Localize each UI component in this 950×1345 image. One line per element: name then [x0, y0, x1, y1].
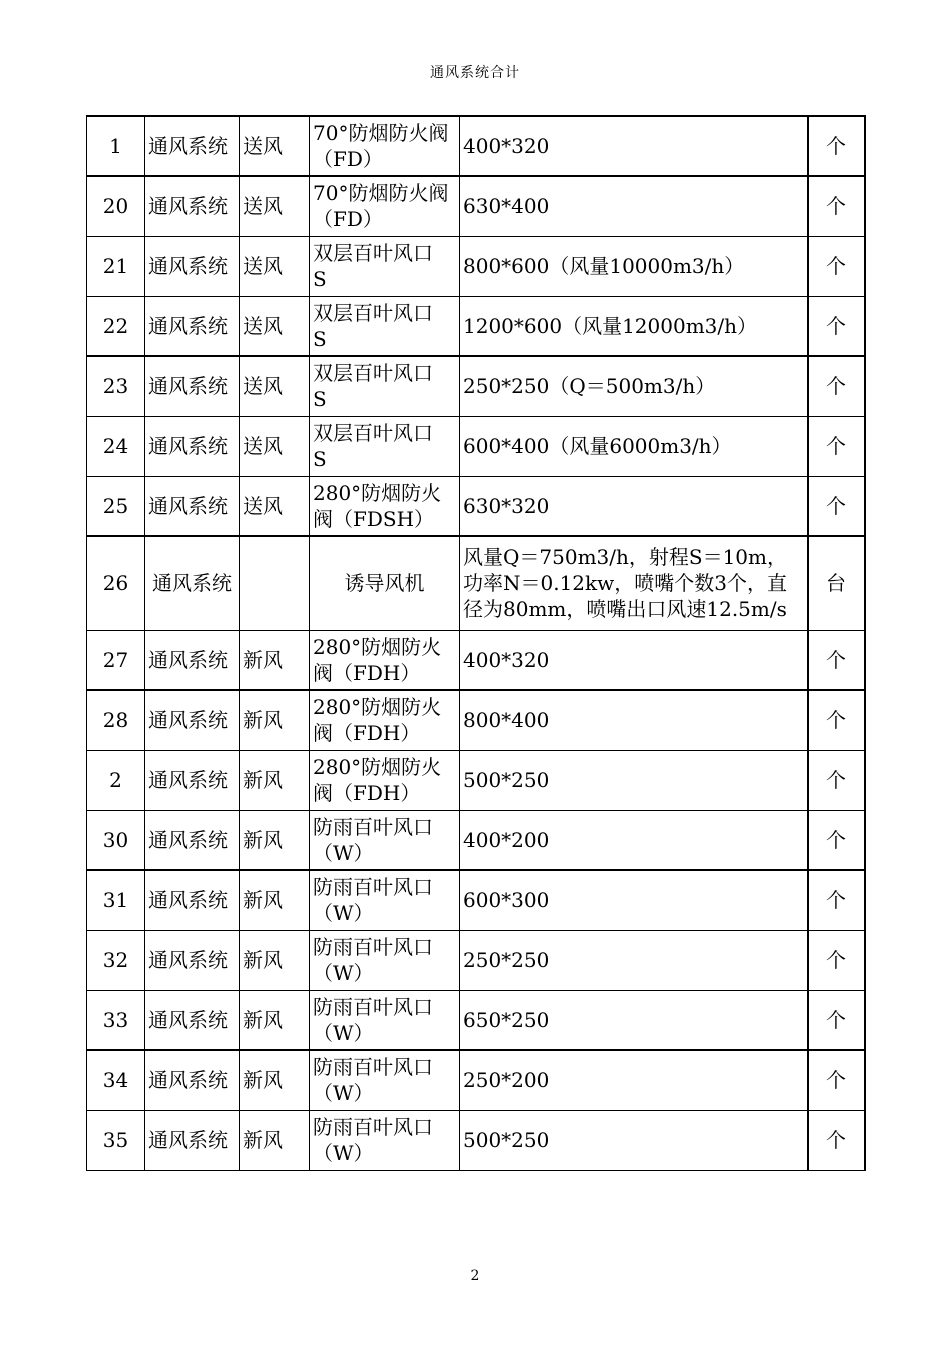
- row-spec: 630*400: [460, 176, 808, 236]
- row-system: 通风系统: [145, 810, 240, 870]
- row-unit: 个: [808, 116, 865, 176]
- row-item-name: 诱导风机: [310, 536, 460, 630]
- row-unit: 个: [808, 236, 865, 296]
- row-item-name: 70°防烟防火阀（FD）: [310, 116, 460, 176]
- row-system: 通风系统: [145, 930, 240, 990]
- row-item-name: 双层百叶风口 S: [310, 296, 460, 356]
- row-item-name: 280°防烟防火阀（FDH）: [310, 750, 460, 810]
- row-system: 通风系统: [145, 476, 240, 536]
- row-subsystem: 送风: [240, 116, 310, 176]
- row-item-name: 防雨百叶风口（W）: [310, 870, 460, 930]
- row-spec: 1200*600（风量12000m3/h）: [460, 296, 808, 356]
- row-spec: 500*250: [460, 1110, 808, 1170]
- row-item-name: 70°防烟防火阀（FD）: [310, 176, 460, 236]
- row-unit: 个: [808, 990, 865, 1050]
- row-unit: 个: [808, 176, 865, 236]
- row-number: 20: [87, 176, 145, 236]
- row-item-name: 280°防烟防火阀（FDH）: [310, 690, 460, 750]
- row-system: 通风系统: [145, 416, 240, 476]
- row-subsystem: 新风: [240, 1050, 310, 1110]
- row-unit: 个: [808, 416, 865, 476]
- row-unit: 个: [808, 476, 865, 536]
- equipment-table: [86, 115, 866, 1171]
- row-number: 1: [87, 116, 145, 176]
- row-number: 24: [87, 416, 145, 476]
- row-system: 通风系统: [145, 356, 240, 416]
- row-subsystem: 送风: [240, 176, 310, 236]
- row-unit: 台: [808, 536, 865, 630]
- row-subsystem: 新风: [240, 990, 310, 1050]
- row-subsystem: 新风: [240, 630, 310, 690]
- table-row: [87, 296, 865, 356]
- table-row: [87, 176, 865, 236]
- row-spec: 400*200: [460, 810, 808, 870]
- table-row: [87, 356, 865, 416]
- row-item-name: 双层百叶风口 S: [310, 236, 460, 296]
- row-number: 21: [87, 236, 145, 296]
- row-system: 通风系统: [145, 1050, 240, 1110]
- row-subsystem: 送风: [240, 356, 310, 416]
- row-subsystem: 送风: [240, 296, 310, 356]
- row-system: 通风系统: [145, 630, 240, 690]
- row-subsystem: 送风: [240, 416, 310, 476]
- row-item-name: 防雨百叶风口（W）: [310, 990, 460, 1050]
- table-row: [87, 690, 865, 750]
- row-spec: 400*320: [460, 116, 808, 176]
- table-row: [87, 1050, 865, 1110]
- row-spec: 500*250: [460, 750, 808, 810]
- row-number: 27: [87, 630, 145, 690]
- row-system: 通风系统: [145, 176, 240, 236]
- table-row: [87, 810, 865, 870]
- row-unit: 个: [808, 630, 865, 690]
- row-unit: 个: [808, 296, 865, 356]
- row-spec: 250*250: [460, 930, 808, 990]
- row-subsystem: 新风: [240, 930, 310, 990]
- row-system: 通风系统: [145, 536, 240, 630]
- row-system: 通风系统: [145, 750, 240, 810]
- row-system: 通风系统: [145, 236, 240, 296]
- row-spec: 600*400（风量6000m3/h）: [460, 416, 808, 476]
- row-number: 30: [87, 810, 145, 870]
- table-row: [87, 1110, 865, 1170]
- page-header-title: 通风系统合计: [430, 65, 520, 81]
- row-item-name: 防雨百叶风口（W）: [310, 810, 460, 870]
- row-item-name: 防雨百叶风口（W）: [310, 1110, 460, 1170]
- row-number: 26: [87, 536, 145, 630]
- row-spec: 400*320: [460, 630, 808, 690]
- row-item-name: 双层百叶风口 S: [310, 356, 460, 416]
- table-row: [87, 476, 865, 536]
- table-row: [87, 536, 865, 630]
- row-item-name: 双层百叶风口 S: [310, 416, 460, 476]
- row-spec: 800*600（风量10000m3/h）: [460, 236, 808, 296]
- row-unit: 个: [808, 356, 865, 416]
- row-subsystem: 新风: [240, 810, 310, 870]
- row-system: 通风系统: [145, 1110, 240, 1170]
- table-row: [87, 750, 865, 810]
- row-unit: 个: [808, 1110, 865, 1170]
- row-unit: 个: [808, 810, 865, 870]
- row-system: 通风系统: [145, 690, 240, 750]
- row-system: 通风系统: [145, 990, 240, 1050]
- row-item-name: 防雨百叶风口（W）: [310, 930, 460, 990]
- table-row: [87, 930, 865, 990]
- table-row: [87, 630, 865, 690]
- table-row: [87, 416, 865, 476]
- row-number: 25: [87, 476, 145, 536]
- row-subsystem: 送风: [240, 476, 310, 536]
- row-unit: 个: [808, 690, 865, 750]
- row-subsystem: [240, 536, 310, 630]
- page-number: 2: [470, 1268, 480, 1284]
- row-subsystem: 送风: [240, 236, 310, 296]
- row-system: 通风系统: [145, 116, 240, 176]
- row-unit: 个: [808, 750, 865, 810]
- row-subsystem: 新风: [240, 750, 310, 810]
- row-subsystem: 新风: [240, 1110, 310, 1170]
- row-item-name: 280°防烟防火阀（FDH）: [310, 630, 460, 690]
- row-unit: 个: [808, 1050, 865, 1110]
- table-row: [87, 990, 865, 1050]
- row-subsystem: 新风: [240, 690, 310, 750]
- row-number: 2: [87, 750, 145, 810]
- row-number: 34: [87, 1050, 145, 1110]
- row-number: 28: [87, 690, 145, 750]
- row-item-name: 280°防烟防火阀（FDSH）: [310, 476, 460, 536]
- row-spec: 600*300: [460, 870, 808, 930]
- row-unit: 个: [808, 930, 865, 990]
- row-spec: 250*200: [460, 1050, 808, 1110]
- row-spec: 630*320: [460, 476, 808, 536]
- row-spec: 250*250（Q＝500m3/h）: [460, 356, 808, 416]
- row-number: 31: [87, 870, 145, 930]
- table-row: [87, 870, 865, 930]
- table-row: [87, 116, 865, 176]
- row-unit: 个: [808, 870, 865, 930]
- row-number: 35: [87, 1110, 145, 1170]
- table-row: [87, 236, 865, 296]
- row-number: 22: [87, 296, 145, 356]
- row-spec: 650*250: [460, 990, 808, 1050]
- row-system: 通风系统: [145, 296, 240, 356]
- row-subsystem: 新风: [240, 870, 310, 930]
- row-number: 23: [87, 356, 145, 416]
- row-spec: 风量Q＝750m3/h，射程S＝10m，功率N＝0.12kw，喷嘴个数3个，直径为80mm，喷嘴出口风速12.5m/s: [460, 536, 808, 630]
- row-system: 通风系统: [145, 870, 240, 930]
- row-number: 32: [87, 930, 145, 990]
- row-item-name: 防雨百叶风口（W）: [310, 1050, 460, 1110]
- row-number: 33: [87, 990, 145, 1050]
- row-spec: 800*400: [460, 690, 808, 750]
